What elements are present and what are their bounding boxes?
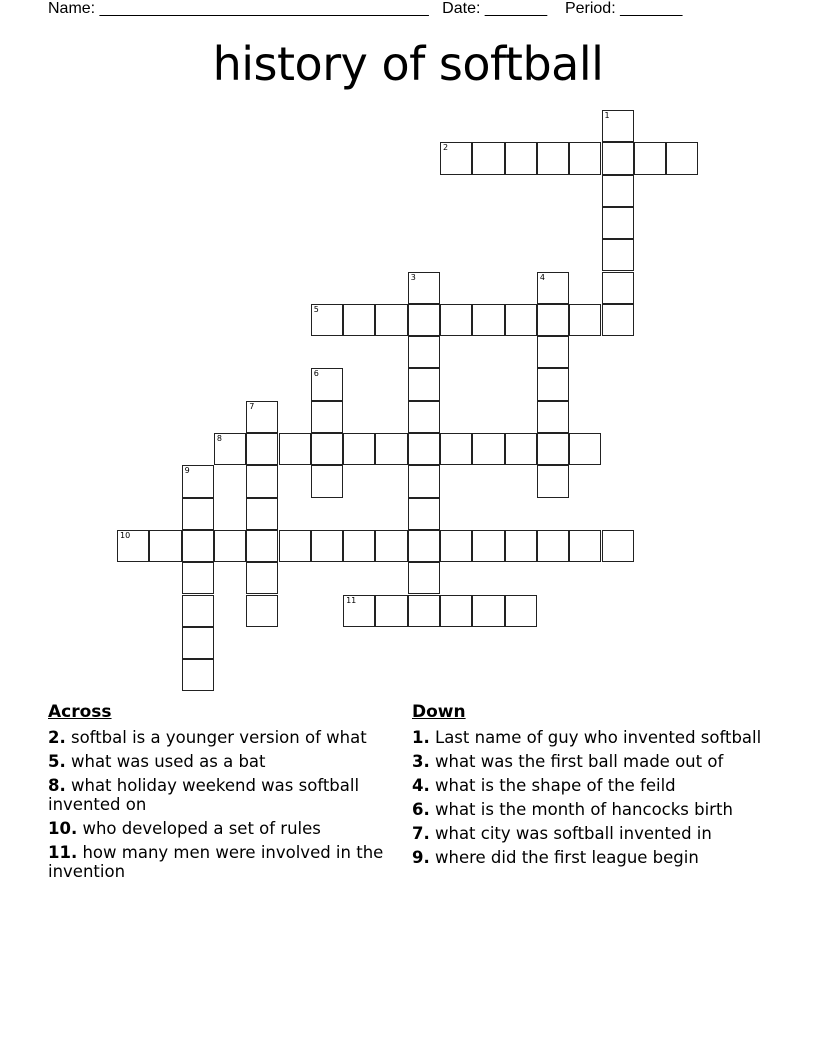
grid-cell[interactable] xyxy=(408,595,440,627)
grid-cell[interactable] xyxy=(472,595,504,627)
grid-cell[interactable] xyxy=(182,498,214,530)
clue-number: 4 xyxy=(539,272,545,282)
grid-cell[interactable] xyxy=(246,530,278,562)
clue-down-6: 6. what is the month of hancocks birth xyxy=(412,800,733,819)
grid-cell[interactable] xyxy=(602,530,634,562)
across-clues xyxy=(48,702,398,886)
grid-cell[interactable] xyxy=(311,433,343,465)
clue-number: 8 xyxy=(216,434,222,443)
grid-cell[interactable] xyxy=(182,627,214,659)
grid-cell[interactable] xyxy=(634,142,666,174)
grid-cell[interactable] xyxy=(408,336,440,368)
grid-cell[interactable] xyxy=(343,595,375,627)
grid-cell[interactable] xyxy=(472,142,504,174)
student-info-header xyxy=(48,0,682,18)
grid-cell[interactable] xyxy=(440,304,472,336)
grid-cell[interactable] xyxy=(602,272,634,304)
grid-cell[interactable] xyxy=(408,465,440,497)
grid-cell[interactable] xyxy=(117,530,149,562)
grid-cell[interactable] xyxy=(408,304,440,336)
clue-down-4: 4. what is the shape of the feild xyxy=(412,776,676,795)
grid-cell[interactable] xyxy=(182,465,214,497)
clue-number: 5 xyxy=(313,304,319,314)
name-field[interactable]: _____________________________________ xyxy=(99,0,429,17)
grid-cell[interactable] xyxy=(182,659,214,691)
grid-cell[interactable] xyxy=(505,595,537,627)
grid-cell[interactable] xyxy=(408,530,440,562)
clue-number: 2 xyxy=(443,143,449,153)
clue-across-10: 10. who developed a set of rules xyxy=(48,819,321,838)
grid-cell[interactable] xyxy=(537,336,569,368)
clue-across-8: 8. what holiday weekend was softball invented on xyxy=(48,776,360,814)
grid-cell[interactable] xyxy=(408,401,440,433)
clue-number: 11 xyxy=(346,595,357,605)
grid-cell[interactable] xyxy=(602,142,634,174)
clue-number: 9 xyxy=(184,466,190,476)
clue-number: 10 xyxy=(120,530,131,540)
date-label: Date: xyxy=(442,0,481,17)
clue-number: 6 xyxy=(313,369,319,379)
down-heading: Down xyxy=(412,702,466,722)
period-label: Period: xyxy=(564,0,616,17)
grid-cell[interactable] xyxy=(246,465,278,497)
grid-cell[interactable] xyxy=(602,207,634,239)
grid-cell[interactable] xyxy=(472,304,504,336)
clue-down-3: 3. what was the first ball made out of xyxy=(412,752,724,771)
name-label: Name: xyxy=(48,0,96,17)
grid-cell[interactable] xyxy=(440,530,472,562)
grid-cell[interactable] xyxy=(375,595,407,627)
grid-cell[interactable] xyxy=(440,595,472,627)
grid-cell[interactable] xyxy=(279,433,311,465)
grid-cell[interactable] xyxy=(343,530,375,562)
grid-cell[interactable] xyxy=(472,530,504,562)
grid-cell[interactable] xyxy=(602,304,634,336)
date-field[interactable]: _______ xyxy=(484,0,548,17)
grid-cell[interactable] xyxy=(375,530,407,562)
grid-cell[interactable] xyxy=(214,433,246,465)
grid-cell[interactable] xyxy=(311,304,343,336)
grid-cell[interactable] xyxy=(505,304,537,336)
grid-cell[interactable] xyxy=(246,595,278,627)
grid-cell[interactable] xyxy=(408,272,440,304)
grid-cell[interactable] xyxy=(182,595,214,627)
clue-number: 7 xyxy=(249,401,255,411)
grid-cell[interactable] xyxy=(311,465,343,497)
clue-across-2: 2. softbal is a younger version of what xyxy=(48,728,367,747)
grid-cell[interactable] xyxy=(182,562,214,594)
grid-cell[interactable] xyxy=(408,368,440,400)
grid-cell[interactable] xyxy=(149,530,181,562)
page-title: history of softball xyxy=(212,37,604,91)
clue-number: 1 xyxy=(604,111,610,120)
clue-down-9: 9. where did the first league begin xyxy=(412,848,699,867)
grid-cell[interactable] xyxy=(505,433,537,465)
grid-cell[interactable] xyxy=(537,530,569,562)
grid-cell[interactable] xyxy=(214,530,246,562)
down-clues xyxy=(412,702,762,872)
grid-cell[interactable] xyxy=(279,530,311,562)
grid-cell[interactable] xyxy=(375,433,407,465)
grid-cell[interactable] xyxy=(602,175,634,207)
grid-cell[interactable] xyxy=(602,239,634,271)
grid-cell[interactable] xyxy=(440,433,472,465)
grid-cell[interactable] xyxy=(246,498,278,530)
grid-cell[interactable] xyxy=(311,401,343,433)
clue-across-11: 11. how many men were involved in the invention xyxy=(48,843,384,881)
grid-cell[interactable] xyxy=(408,562,440,594)
grid-cell[interactable] xyxy=(343,433,375,465)
grid-cell[interactable] xyxy=(537,401,569,433)
grid-cell[interactable] xyxy=(666,142,698,174)
grid-cell[interactable] xyxy=(569,433,601,465)
grid-cell[interactable] xyxy=(440,142,472,174)
grid-cell[interactable] xyxy=(182,530,214,562)
grid-cell[interactable] xyxy=(569,530,601,562)
clue-down-1: 1. Last name of guy who invented softball xyxy=(412,728,762,747)
grid-cell[interactable] xyxy=(569,304,601,336)
grid-cell[interactable] xyxy=(537,304,569,336)
across-heading: Across xyxy=(48,702,112,722)
grid-cell[interactable] xyxy=(537,368,569,400)
grid-cell[interactable] xyxy=(537,433,569,465)
grid-cell[interactable] xyxy=(311,530,343,562)
grid-cell[interactable] xyxy=(505,142,537,174)
grid-cell[interactable] xyxy=(537,142,569,174)
clue-across-5: 5. what was used as a bat xyxy=(48,752,266,771)
grid-cell[interactable] xyxy=(569,142,601,174)
clue-number: 3 xyxy=(410,272,416,282)
grid-cell[interactable] xyxy=(408,433,440,465)
grid-cell[interactable] xyxy=(375,304,407,336)
grid-cell[interactable] xyxy=(472,433,504,465)
grid-cell[interactable] xyxy=(311,368,343,400)
grid-cell[interactable] xyxy=(246,562,278,594)
grid-cell[interactable] xyxy=(602,110,634,142)
grid-cell[interactable] xyxy=(246,433,278,465)
grid-cell[interactable] xyxy=(505,530,537,562)
grid-cell[interactable] xyxy=(537,465,569,497)
period-field[interactable]: _______ xyxy=(620,0,683,17)
grid-cell[interactable] xyxy=(343,304,375,336)
clue-down-7: 7. what city was softball invented in xyxy=(412,824,712,843)
grid-cell[interactable] xyxy=(246,401,278,433)
grid-cell[interactable] xyxy=(408,498,440,530)
grid-cell[interactable] xyxy=(537,272,569,304)
